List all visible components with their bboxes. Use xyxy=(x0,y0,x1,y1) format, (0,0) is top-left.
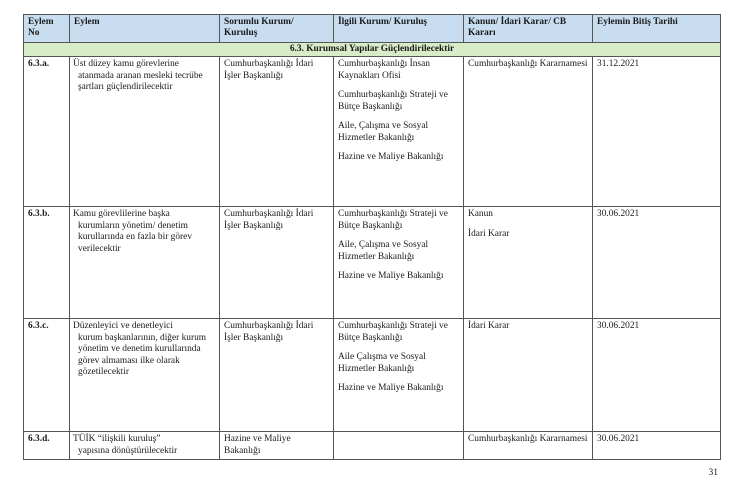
eylem-text-first: Üst düzey kamu görevlerine xyxy=(73,59,179,70)
table-row xyxy=(24,432,721,460)
cell-entry: Hazine ve Maliye Bakanlığı xyxy=(338,152,444,163)
table-row xyxy=(24,57,721,207)
eylem-no-cell: 6.3.a. xyxy=(24,57,70,207)
tarih-cell: 31.12.2021 xyxy=(593,57,721,207)
eylem-no-cell: 6.3.d. xyxy=(24,432,70,460)
tarih-cell: 30.06.2021 xyxy=(593,319,721,432)
section-row xyxy=(24,43,721,57)
table-row xyxy=(24,319,721,432)
ilgili-cell xyxy=(334,207,464,319)
eylem-cell xyxy=(70,207,220,319)
page-number: 31 xyxy=(708,468,718,478)
cell-entry: Aile Çalışma ve Sosyal Hizmetler Bakanlığı xyxy=(338,352,426,374)
cell-entry: Aile, Çalışma ve Sosyal Hizmetler Bakanlığı xyxy=(338,240,429,262)
cell-entry: Hazine ve Maliye Bakanlığı xyxy=(338,271,444,282)
eylem-no-cell: 6.3.b. xyxy=(24,207,70,319)
sorumlu-cell: Cumhurbaşkanlığı İdari İşler Başkanlığı xyxy=(220,207,334,319)
cell-entry: Kanun xyxy=(468,209,493,220)
sorumlu-cell: Hazine ve Maliye Bakanlığı xyxy=(220,432,334,460)
eylem-no-cell: 6.3.c. xyxy=(24,319,70,432)
cell-entry: Cumhurbaşkanlığı Strateji ve Bütçe Başkanlığı xyxy=(338,90,448,112)
kanun-cell xyxy=(464,319,593,432)
header-kanun: Kanun/ İdari Karar/ CB Kararı xyxy=(464,15,593,43)
eylem-text-first: Kamu görevlilerine başka xyxy=(73,209,170,220)
eylem-text-rest: kurumların yönetim/ denetim kurullarında en fazla bir görev verilecektir xyxy=(78,220,193,254)
header-ilgili: İlgili Kurum/ Kuruluş xyxy=(334,15,464,43)
kanun-cell xyxy=(464,432,593,460)
header-eylem: Eylem xyxy=(70,15,220,43)
eylem-cell xyxy=(70,432,220,460)
cell-entry: Hazine ve Maliye Bakanlığı xyxy=(338,383,444,394)
cell-entry: İdari Karar xyxy=(468,321,510,332)
header-row xyxy=(24,15,721,43)
cell-entry: İdari Karar xyxy=(468,228,510,239)
eylem-text-first: TÜİK “ilişkili kuruluş” xyxy=(73,434,161,445)
eylem-text-rest: atanmada aranan mesleki tecrübe şartları güçlendirilecektir xyxy=(78,70,203,93)
kanun-cell xyxy=(464,57,593,207)
eylem-text-rest: kurum başkanlarının, diğer kurum yönetim ve denetim kurullarında görev almaması ilke olarak gözetilecektir xyxy=(78,332,207,378)
eylem-text-rest: yapısına dönüştürülecektir xyxy=(78,445,178,456)
section-title: 6.3. Kurumsal Yapılar Güçlendirilecektir xyxy=(24,43,721,57)
eylem-text-first: Düzenleyici ve denetleyici xyxy=(73,321,173,332)
cell-entry: Cumhurbaşkanlığı İnsan Kaynakları Ofisi xyxy=(338,59,430,81)
sorumlu-cell: Cumhurbaşkanlığı İdari İşler Başkanlığı xyxy=(220,57,334,207)
cell-entry: Cumhurbaşkanlığı Kararnamesi xyxy=(468,434,588,445)
sorumlu-cell: Cumhurbaşkanlığı İdari İşler Başkanlığı xyxy=(220,319,334,432)
tarih-cell: 30.06.2021 xyxy=(593,432,721,460)
header-eylem-no: Eylem No xyxy=(24,15,70,43)
cell-entry: Cumhurbaşkanlığı Strateji ve Bütçe Başkanlığı xyxy=(338,209,448,231)
eylem-cell xyxy=(70,319,220,432)
header-sorumlu: Sorumlu Kurum/ Kuruluş xyxy=(220,15,334,43)
ilgili-cell xyxy=(334,432,464,460)
cell-entry: Aile, Çalışma ve Sosyal Hizmetler Bakanlığı xyxy=(338,121,429,143)
cell-entry: Cumhurbaşkanlığı Kararnamesi xyxy=(468,59,588,70)
cell-entry: Cumhurbaşkanlığı Strateji ve Bütçe Başkanlığı xyxy=(338,321,448,343)
action-plan-table xyxy=(23,14,721,460)
tarih-cell: 30.06.2021 xyxy=(593,207,721,319)
eylem-cell xyxy=(70,57,220,207)
table-row xyxy=(24,207,721,319)
kanun-cell xyxy=(464,207,593,319)
ilgili-cell xyxy=(334,319,464,432)
ilgili-cell xyxy=(334,57,464,207)
header-tarih: Eylemin Bitiş Tarihi xyxy=(593,15,721,43)
